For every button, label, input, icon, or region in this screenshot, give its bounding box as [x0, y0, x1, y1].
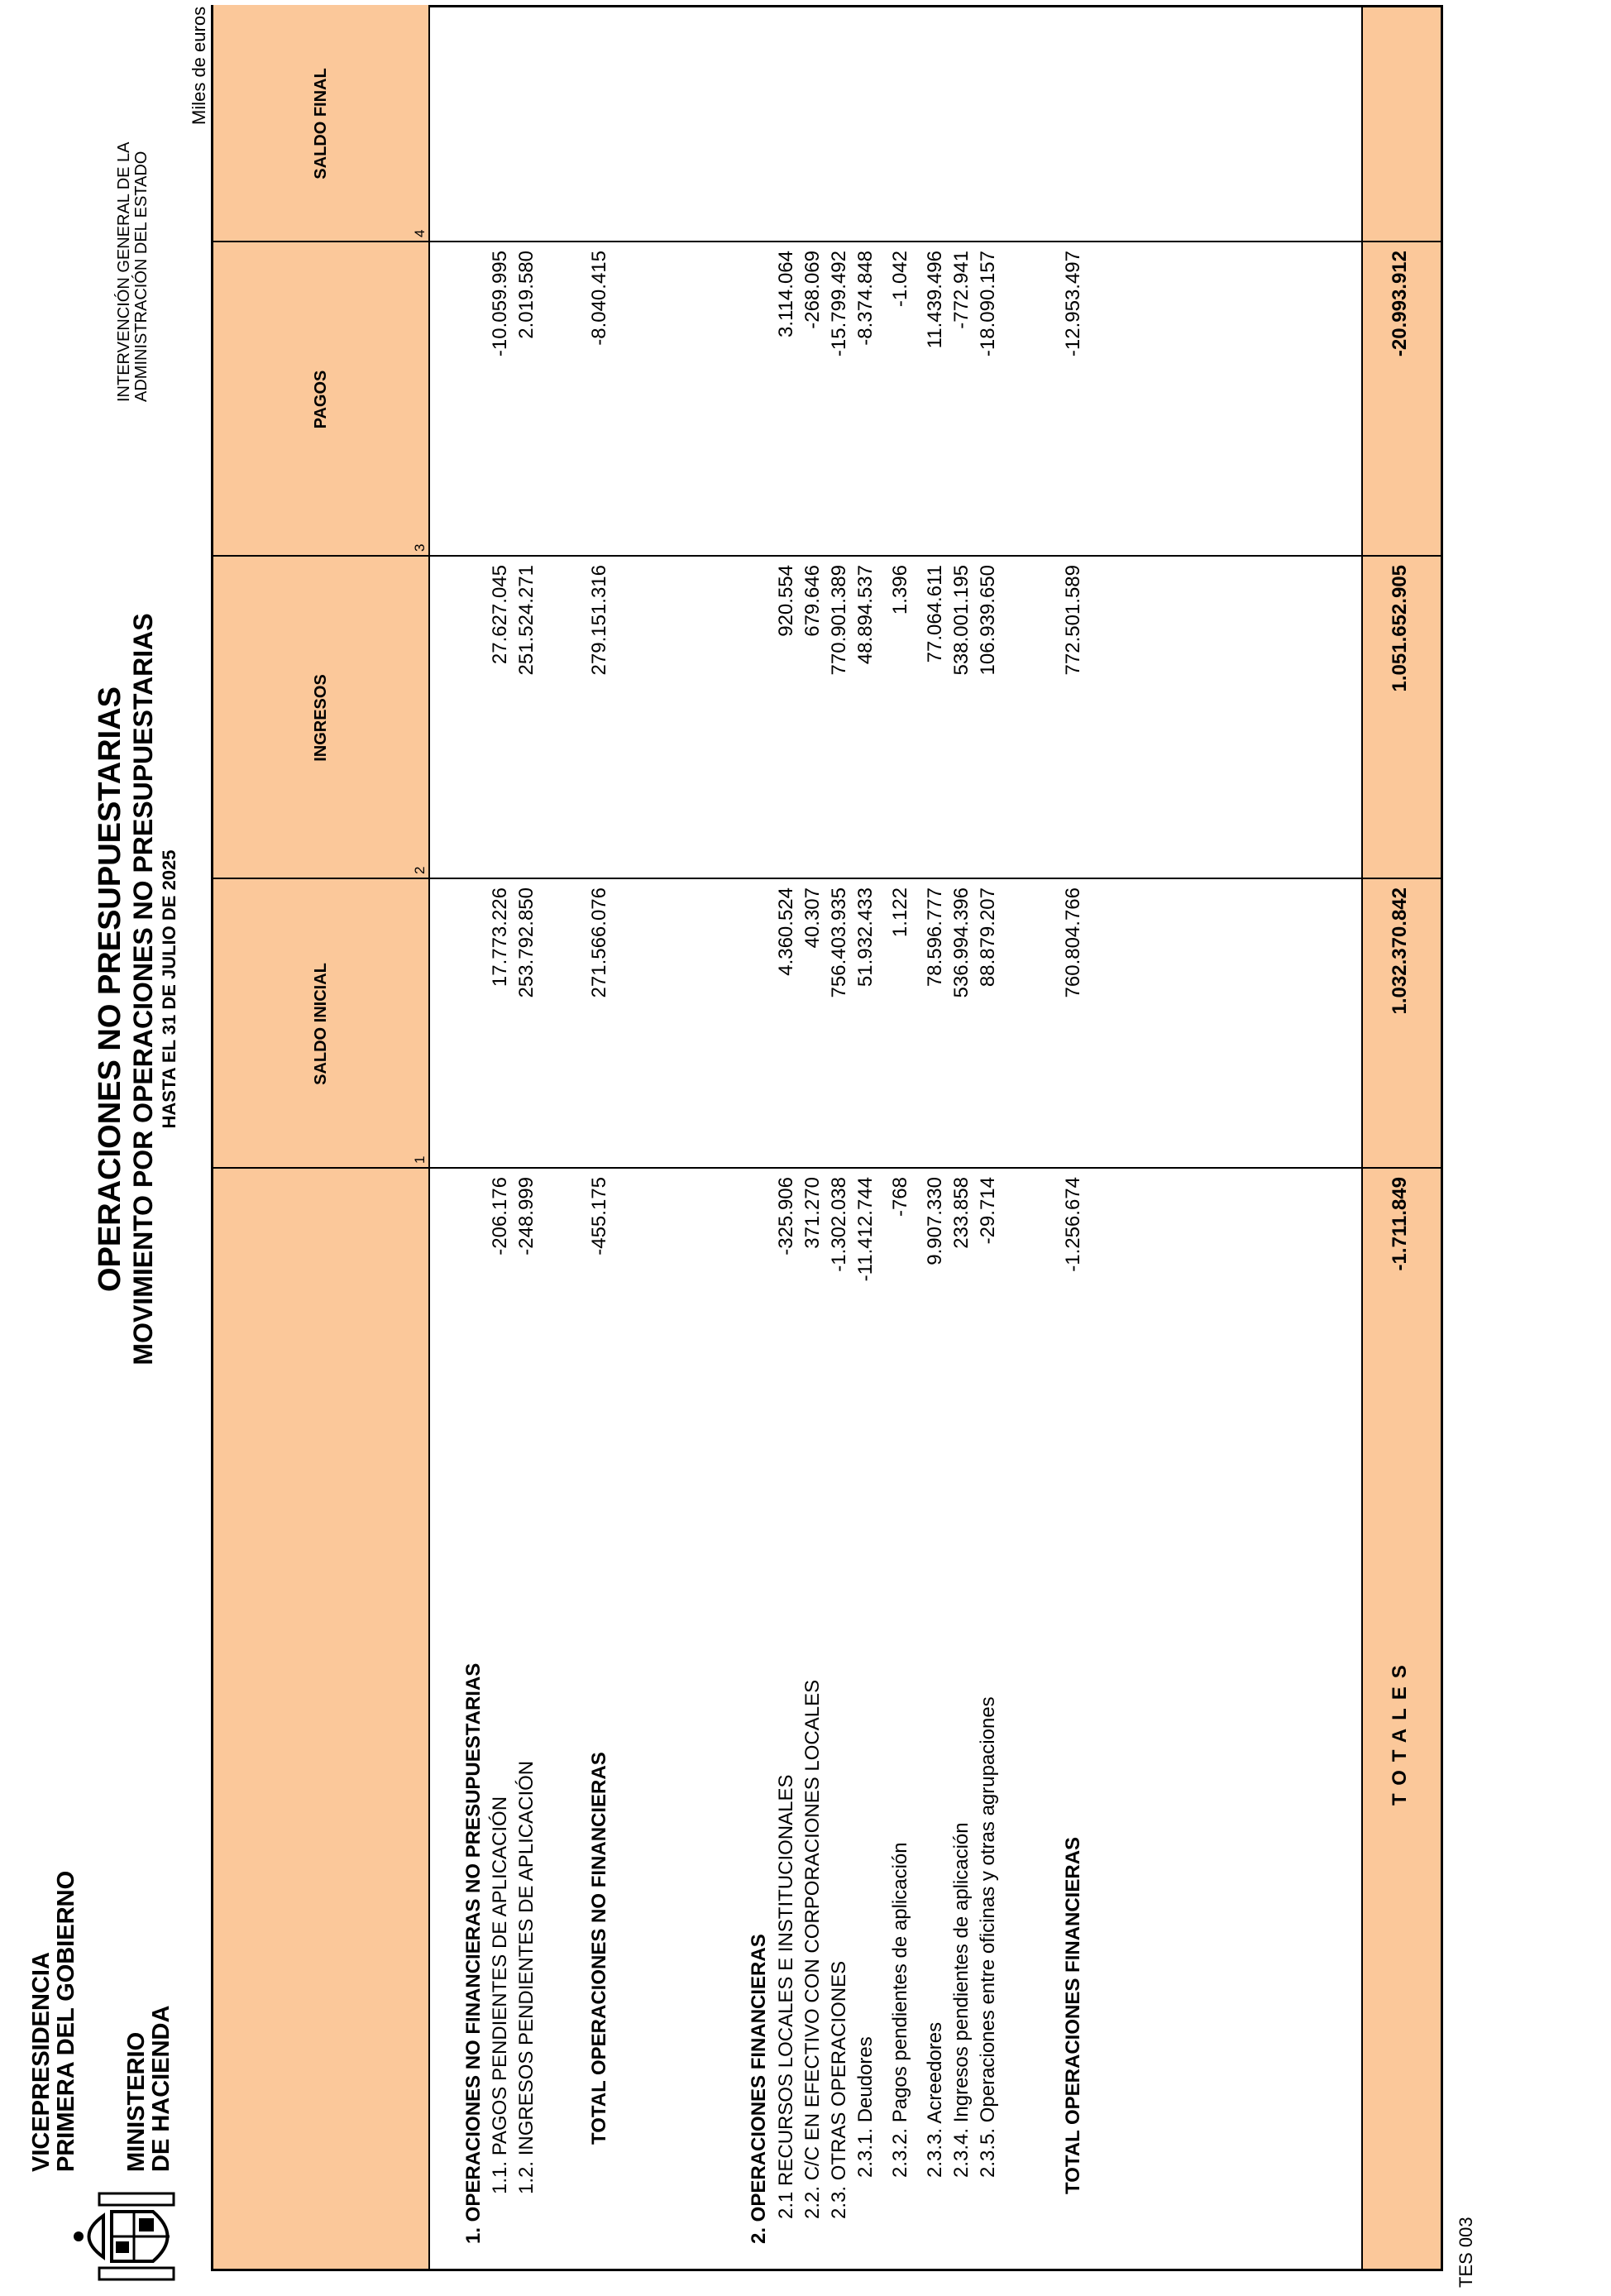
cell-pagos: 48.894.537: [854, 565, 877, 665]
org-line4: DE HACIENDA: [148, 2005, 174, 2172]
cell-ingresos: 756.403.935: [828, 887, 850, 998]
report-code: TES 003: [1456, 2217, 1476, 2288]
cell-saldo-inicial: -1.302.038: [828, 1177, 850, 1272]
report-date: HASTA EL 31 DE JULIO DE 2025: [159, 849, 179, 1129]
cell-saldo-inicial: -1.711.849: [1389, 1177, 1411, 1271]
row-label: 2.3.4. Ingresos pendientes de aplicación: [950, 1822, 973, 2178]
cell-pagos: 679.646: [801, 565, 824, 637]
col-num-4: 4: [412, 229, 428, 237]
report-title: OPERACIONES NO PRESUPUESTARIAS: [93, 686, 127, 1292]
cell-saldo-final: 3.114.064: [775, 251, 797, 337]
cell-saldo-final: -15.799.492: [828, 251, 850, 357]
col-header-pagos: PAGOS: [311, 370, 330, 429]
row-label: 2. OPERACIONES FINANCIERAS: [748, 1934, 770, 2244]
cell-ingresos: 51.932.433: [854, 887, 877, 988]
cell-pagos: 770.901.389: [828, 565, 850, 676]
cell-ingresos: 40.307: [801, 887, 824, 949]
cell-ingresos: 88.879.207: [977, 887, 999, 988]
cell-saldo-final: 11.439.496: [924, 251, 946, 349]
row-label: 2.3.3. Acreedores: [924, 2021, 946, 2178]
org-vicepresidencia: [29, 1871, 79, 2172]
cell-saldo-final: -18.090.157: [977, 251, 999, 357]
cell-saldo-inicial: -206.176: [489, 1177, 511, 1256]
row-label: TOTAL OPERACIONES FINANCIERAS: [1062, 1836, 1084, 2194]
cell-saldo-inicial: -11.412.744: [854, 1177, 877, 1282]
col-header-ingresos: INGRESOS: [311, 674, 330, 762]
cell-saldo-inicial: -29.714: [977, 1177, 999, 1245]
cell-saldo-inicial: 233.858: [950, 1177, 973, 1249]
col-header-saldo-final: SALDO FINAL: [311, 68, 330, 179]
row-label: 2.2. C/C EN EFECTIVO CON CORPORACIONES LOCALES: [801, 1679, 824, 2219]
cell-ingresos: 271.566.076: [588, 887, 610, 998]
cell-pagos: 1.051.652.905: [1389, 565, 1411, 692]
cell-pagos: 27.627.045: [489, 565, 511, 665]
row-label: 1.2. INGRESOS PENDIENTES DE APLICACIÓN: [515, 1760, 538, 2194]
cell-saldo-inicial: -325.906: [775, 1177, 797, 1256]
cell-pagos: 1.396: [889, 565, 911, 615]
cell-ingresos: 4.360.524: [775, 887, 797, 976]
cell-saldo-inicial: -768: [889, 1177, 911, 1217]
cell-saldo-inicial: -1.256.674: [1062, 1177, 1084, 1272]
cell-ingresos: 17.773.226: [489, 887, 511, 988]
cell-saldo-final: -20.993.912: [1389, 251, 1411, 357]
row-label: 2.3.1. Deudores: [854, 2036, 877, 2178]
cell-saldo-final: -1.042: [889, 251, 911, 308]
igae-header: [116, 141, 151, 402]
col-header-saldo-inicial: SALDO INICIAL: [311, 963, 330, 1085]
report-subtitle: MOVIMIENTO POR OPERACIONES NO PRESUPUESTARIAS: [128, 613, 158, 1366]
row-label: TOTALES: [1389, 1657, 1411, 1806]
cell-ingresos: 760.804.766: [1062, 887, 1084, 998]
totals-top-line: [1361, 7, 1363, 2269]
col-num-1: 1: [412, 1155, 428, 1164]
org-line1: VICEPRESIDENCIA: [28, 1952, 55, 2172]
cell-pagos: 920.554: [775, 565, 797, 637]
row-label: 2.3.5. Operaciones entre oficinas y otras agrupaciones: [977, 1696, 999, 2178]
cell-saldo-final: 2.019.580: [515, 251, 538, 339]
cell-pagos: 251.524.271: [515, 565, 538, 676]
col-num-3: 3: [412, 543, 428, 552]
row-label: 1. OPERACIONES NO FINANCIERAS NO PRESUPUESTARIAS: [462, 1662, 485, 2244]
cell-saldo-inicial: 9.907.330: [924, 1177, 946, 1265]
row-label: 1.1. PAGOS PENDIENTES DE APLICACIÓN: [489, 1796, 511, 2194]
col-num-2: 2: [412, 866, 428, 874]
cell-pagos: 772.501.589: [1062, 565, 1084, 676]
cell-saldo-inicial: 371.270: [801, 1177, 824, 1249]
cell-saldo-final: -8.040.415: [588, 251, 610, 346]
org-line3: MINISTERIO: [123, 2031, 150, 2172]
cell-saldo-final: -268.069: [801, 251, 824, 329]
cell-saldo-final: -8.374.848: [854, 251, 877, 346]
cell-saldo-final: -12.953.497: [1062, 251, 1084, 357]
igae-line2: ADMINISTRACIÓN DEL ESTADO: [132, 151, 151, 402]
cell-ingresos: 1.122: [889, 887, 911, 938]
org-line2: PRIMERA DEL GOBIERNO: [53, 1870, 79, 2172]
row-label: 2.3.2. Pagos pendientes de aplicación: [889, 1842, 911, 2178]
cell-pagos: 106.939.650: [977, 565, 999, 676]
cell-ingresos: 1.032.370.842: [1389, 887, 1411, 1015]
row-label: 2.1 RECURSOS LOCALES E INSTITUCIONALES: [775, 1774, 797, 2219]
header-bottom-line: [428, 7, 430, 2269]
cell-pagos: 279.151.316: [588, 565, 610, 676]
cell-ingresos: 536.994.396: [950, 887, 973, 998]
cell-pagos: 77.064.611: [924, 565, 946, 663]
row-label: 2.3. OTRAS OPERACIONES: [828, 1960, 850, 2219]
row-label: TOTAL OPERACIONES NO FINANCIERAS: [588, 1752, 610, 2145]
org-ministerio: [124, 2006, 174, 2172]
cell-saldo-final: -10.059.995: [489, 251, 511, 357]
cell-saldo-inicial: -248.999: [515, 1177, 538, 1256]
coat-of-arms-icon: [66, 2187, 190, 2286]
units-label: Miles de euros: [189, 6, 209, 125]
operations-table: [211, 5, 1443, 2271]
igae-line1: INTERVENCIÓN GENERAL DE LA: [115, 141, 133, 402]
cell-ingresos: 78.596.777: [924, 887, 946, 988]
cell-saldo-inicial: -455.175: [588, 1177, 610, 1256]
cell-pagos: 538.001.195: [950, 565, 973, 676]
cell-ingresos: 253.792.850: [515, 887, 538, 998]
cell-saldo-final: -772.941: [950, 251, 973, 329]
